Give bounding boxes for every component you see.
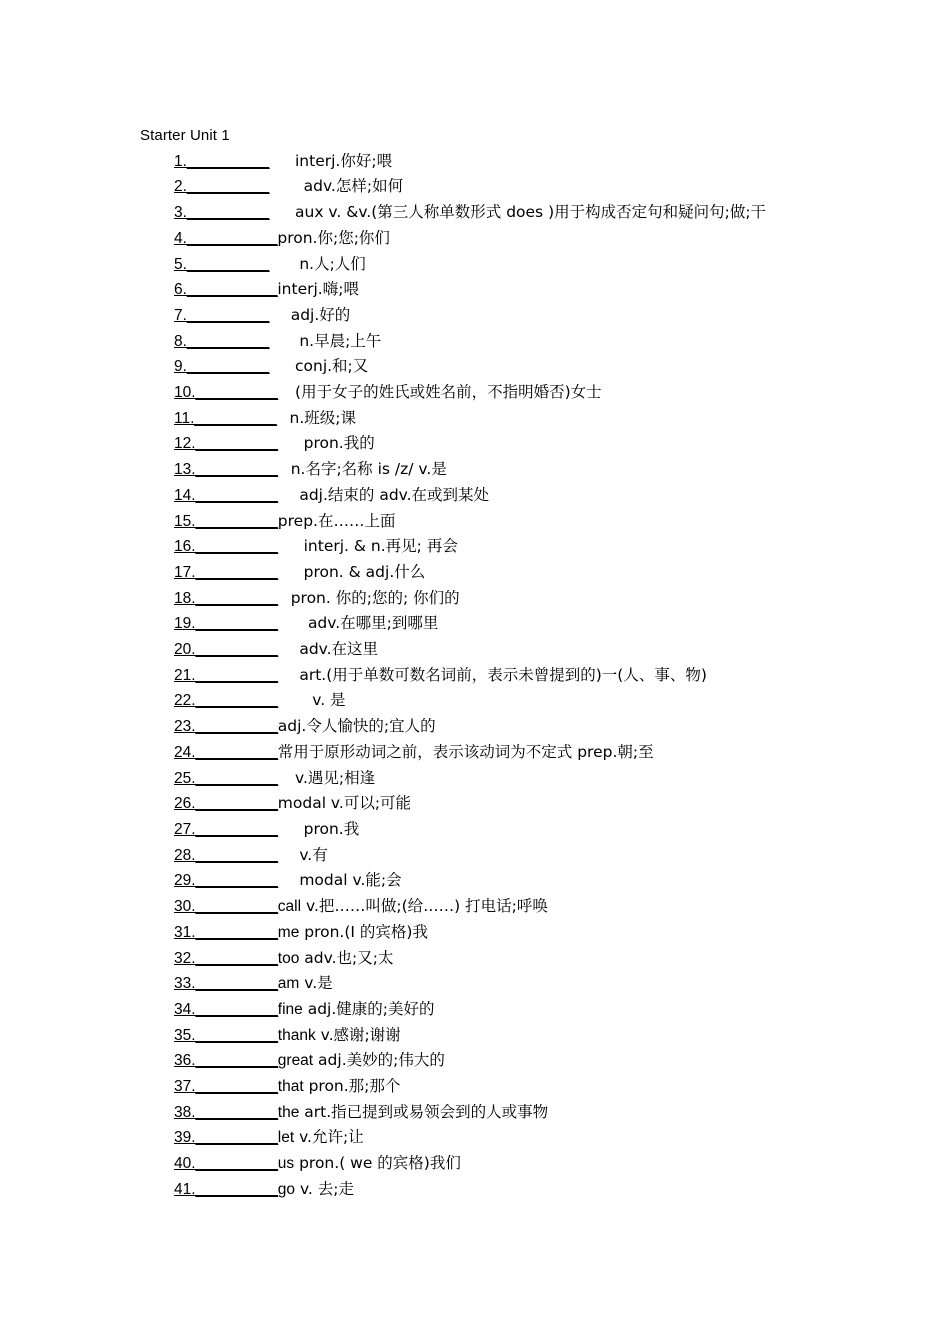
vocabulary-entry xyxy=(140,483,812,509)
entry-number: 1. xyxy=(174,152,187,170)
entry-spacer xyxy=(269,358,295,375)
entry-word: am xyxy=(277,975,300,993)
vocabulary-entry xyxy=(140,817,812,843)
entry-number: 29. xyxy=(174,872,196,890)
answer-blank[interactable] xyxy=(174,975,278,992)
entry-word: great xyxy=(277,1052,314,1070)
vocabulary-entry xyxy=(140,714,812,740)
blank-rule: __________ xyxy=(186,178,270,196)
entry-definition: v.遇见;相逢 xyxy=(295,768,376,787)
entry-spacer xyxy=(278,461,291,478)
entry-spacer xyxy=(269,333,299,350)
answer-blank[interactable] xyxy=(174,333,269,350)
entry-spacer xyxy=(278,641,300,658)
entry-number: 26. xyxy=(174,795,196,813)
vocabulary-entry xyxy=(140,431,812,457)
blank-rule: __________ xyxy=(195,1129,278,1147)
entry-definition: adj.好的 xyxy=(290,305,351,324)
blank-rule: __________ xyxy=(186,204,270,222)
vocabulary-entry xyxy=(140,277,812,303)
answer-blank[interactable] xyxy=(174,847,278,864)
vocabulary-entry xyxy=(140,252,812,278)
vocabulary-entry xyxy=(140,354,812,380)
answer-blank[interactable] xyxy=(174,256,269,273)
entry-number: 17. xyxy=(174,563,196,581)
blank-rule: __________ xyxy=(195,872,278,890)
entry-number: 5. xyxy=(174,255,187,273)
entry-definition: n.班级;课 xyxy=(289,408,357,427)
blank-rule: __________ xyxy=(195,795,278,813)
answer-blank[interactable] xyxy=(174,821,278,838)
entry-definition: pron.我的 xyxy=(303,434,375,453)
entry-number: 2. xyxy=(174,178,187,196)
entry-word: too xyxy=(277,949,300,967)
vocabulary-entry xyxy=(140,406,812,432)
blank-rule: __________ xyxy=(195,846,278,864)
answer-blank[interactable] xyxy=(174,1052,278,1069)
answer-blank[interactable] xyxy=(174,615,278,632)
blank-rule: __________ xyxy=(195,820,278,838)
entry-spacer xyxy=(269,178,303,195)
answer-blank[interactable] xyxy=(174,153,269,170)
vocabulary-entry xyxy=(140,1151,812,1177)
vocabulary-entry xyxy=(140,1177,812,1203)
vocabulary-entry xyxy=(140,688,812,714)
answer-blank[interactable] xyxy=(174,358,269,375)
blank-rule: __________ xyxy=(186,332,270,350)
vocabulary-entry xyxy=(140,766,812,792)
answer-blank[interactable] xyxy=(174,795,278,812)
entry-spacer xyxy=(278,435,304,452)
answer-blank[interactable] xyxy=(174,1129,278,1146)
vocabulary-entry xyxy=(140,1048,812,1074)
entry-number: 40. xyxy=(174,1155,196,1173)
entry-definition: v.允许;让 xyxy=(294,1128,364,1147)
blank-rule: __________ xyxy=(195,1052,278,1070)
entry-definition: conj.和;又 xyxy=(295,357,369,376)
answer-blank[interactable] xyxy=(174,1078,278,1095)
vocabulary-entry xyxy=(140,534,812,560)
blank-rule: __________ xyxy=(195,538,278,556)
entry-definition: pron. & adj.什么 xyxy=(303,562,426,581)
entry-definition: interj.嗨;喂 xyxy=(277,280,359,299)
blank-rule: __________ xyxy=(195,1180,278,1198)
blank-rule: __________ xyxy=(195,692,278,710)
entry-word: thank xyxy=(277,1026,316,1044)
blank-rule: __________ xyxy=(195,563,278,581)
entry-number: 41. xyxy=(174,1180,196,1198)
vocabulary-entry xyxy=(140,174,812,200)
entry-definition: prep.在……上面 xyxy=(277,511,396,530)
answer-blank[interactable] xyxy=(174,1155,278,1172)
entry-definition: pron.那;那个 xyxy=(303,1077,401,1096)
vocabulary-entry xyxy=(140,997,812,1023)
entry-number: 9. xyxy=(174,358,187,376)
entry-number: 18. xyxy=(174,589,196,607)
answer-blank[interactable] xyxy=(174,950,278,967)
entry-number: 30. xyxy=(174,898,196,916)
entry-number: 12. xyxy=(174,435,196,453)
entry-spacer xyxy=(269,153,295,170)
entry-number: 19. xyxy=(174,615,196,633)
entry-spacer xyxy=(278,615,308,632)
entry-number: 36. xyxy=(174,1052,196,1070)
entry-definition: v.感谢;谢谢 xyxy=(315,1025,401,1044)
entry-definition: interj. & n.再见; 再会 xyxy=(303,537,458,556)
entry-spacer xyxy=(269,256,299,273)
vocabulary-entry xyxy=(140,868,812,894)
entry-definition: art.指已提到或易领会到的人或事物 xyxy=(299,1102,549,1121)
vocabulary-entry xyxy=(140,149,812,175)
entry-number: 4. xyxy=(174,229,187,247)
entry-spacer xyxy=(269,204,295,221)
page-title: Starter Unit 1 xyxy=(140,127,230,144)
entry-definition: pron.我 xyxy=(303,819,360,838)
entry-word: go xyxy=(277,1180,296,1198)
answer-blank[interactable] xyxy=(174,590,278,607)
entry-number: 8. xyxy=(174,332,187,350)
entry-number: 7. xyxy=(174,306,187,324)
entry-definition: adj.美妙的;伟大的 xyxy=(313,1051,445,1070)
entry-number: 21. xyxy=(174,666,196,684)
entry-definition: v.是 xyxy=(299,974,333,993)
answer-blank[interactable] xyxy=(174,1027,278,1044)
entry-definition: adv.怎样;如何 xyxy=(303,177,404,196)
entry-spacer xyxy=(278,770,295,787)
entry-spacer xyxy=(278,538,304,555)
answer-blank[interactable] xyxy=(174,307,269,324)
vocabulary-entry xyxy=(140,946,812,972)
entry-definition: pron.(I 的宾格)我 xyxy=(299,922,428,941)
blank-rule: __________ xyxy=(195,1155,278,1173)
answer-blank[interactable] xyxy=(174,1104,278,1121)
answer-blank[interactable] xyxy=(174,564,278,581)
entry-spacer xyxy=(277,410,290,427)
answer-blank[interactable] xyxy=(174,770,278,787)
blank-rule: __________ xyxy=(195,949,278,967)
entry-spacer xyxy=(278,667,300,684)
entry-definition: adv.在哪里;到哪里 xyxy=(307,614,439,633)
answer-blank[interactable] xyxy=(174,924,278,941)
entry-number: 31. xyxy=(174,923,196,941)
answer-blank[interactable] xyxy=(174,1181,278,1198)
answer-blank[interactable] xyxy=(174,744,278,761)
blank-rule: __________ xyxy=(195,589,278,607)
blank-rule: __________ xyxy=(195,461,278,479)
vocabulary-entry xyxy=(140,740,812,766)
vocabulary-entry xyxy=(140,637,812,663)
vocabulary-entry xyxy=(140,457,812,483)
blank-rule: __________ xyxy=(195,718,278,736)
entry-number: 25. xyxy=(174,769,196,787)
blank-rule: __________ xyxy=(195,486,278,504)
answer-blank[interactable] xyxy=(174,667,278,684)
entry-definition: interj.你好;喂 xyxy=(295,151,393,170)
vocabulary-entry xyxy=(140,791,812,817)
document-body xyxy=(140,124,812,1203)
entry-definition: pron. 你的;您的; 你们的 xyxy=(290,588,460,607)
entry-spacer xyxy=(278,692,312,709)
entry-spacer xyxy=(278,564,304,581)
blank-rule: __________ xyxy=(195,1103,278,1121)
blank-rule: ___________ xyxy=(186,281,278,299)
entry-definition: adv.也;又;太 xyxy=(299,948,394,967)
entry-word: let xyxy=(277,1129,295,1147)
entry-number: 13. xyxy=(174,461,196,479)
entry-definition: adj.结束的 adv.在或到某处 xyxy=(299,485,490,504)
answer-blank[interactable] xyxy=(174,461,278,478)
blank-rule: __________ xyxy=(195,666,278,684)
entry-definition: art.(用于单数可数名词前，表示未曾提到的)一(人、事、物) xyxy=(299,665,707,684)
blank-rule: __________ xyxy=(195,975,278,993)
blank-rule: __________ xyxy=(195,641,278,659)
entry-definition: n.名字;名称 is /z/ v.是 xyxy=(290,460,447,479)
entry-spacer xyxy=(278,847,300,864)
vocabulary-entry xyxy=(140,611,812,637)
entry-number: 23. xyxy=(174,718,196,736)
answer-blank[interactable] xyxy=(174,1001,278,1018)
entry-definition: v.有 xyxy=(299,845,328,864)
entry-number: 39. xyxy=(174,1129,196,1147)
entry-definition: 常用于原形动词之前，表示该动词为不定式 prep.朝;至 xyxy=(277,742,654,761)
entry-definition: modal v.可以;可能 xyxy=(277,794,412,813)
entry-definition: pron.你;您;你们 xyxy=(277,228,390,247)
vocabulary-entry-list xyxy=(140,149,812,1203)
blank-rule: __________ xyxy=(195,1026,278,1044)
vocabulary-entry xyxy=(140,663,812,689)
vocabulary-entry xyxy=(140,1125,812,1151)
entry-spacer xyxy=(269,307,291,324)
entry-number: 33. xyxy=(174,975,196,993)
vocabulary-entry xyxy=(140,1023,812,1049)
entry-definition: (用于女子的姓氏或姓名前，不指明婚否)女士 xyxy=(295,383,602,402)
entry-number: 10. xyxy=(174,384,196,402)
vocabulary-entry xyxy=(140,1100,812,1126)
answer-blank[interactable] xyxy=(174,898,278,915)
blank-rule: __________ xyxy=(186,152,270,170)
vocabulary-entry xyxy=(140,560,812,586)
entry-number: 27. xyxy=(174,820,196,838)
answer-blank[interactable] xyxy=(174,384,278,401)
blank-rule: __________ xyxy=(186,255,270,273)
entry-definition: n.早晨;上午 xyxy=(299,331,382,350)
entry-spacer xyxy=(278,821,304,838)
entry-number: 37. xyxy=(174,1078,196,1096)
blank-rule: __________ xyxy=(195,923,278,941)
vocabulary-entry xyxy=(140,380,812,406)
vocabulary-entry xyxy=(140,586,812,612)
answer-blank[interactable] xyxy=(174,178,269,195)
entry-definition: v. 去;走 xyxy=(295,1179,355,1198)
entry-word: that xyxy=(277,1078,304,1096)
blank-rule: __________ xyxy=(195,512,278,530)
blank-rule: __________ xyxy=(186,306,270,324)
entry-word: us xyxy=(277,1155,295,1173)
entry-number: 20. xyxy=(174,641,196,659)
answer-blank[interactable] xyxy=(174,641,278,658)
blank-rule: __________ xyxy=(195,1078,278,1096)
entry-number: 34. xyxy=(174,1000,196,1018)
entry-word: call xyxy=(277,898,302,916)
answer-blank[interactable] xyxy=(174,410,277,427)
entry-definition: n.人;人们 xyxy=(299,254,366,273)
entry-number: 35. xyxy=(174,1026,196,1044)
entry-number: 16. xyxy=(174,538,196,556)
vocabulary-entry xyxy=(140,920,812,946)
blank-rule: __________ xyxy=(195,435,278,453)
entry-number: 11. xyxy=(174,409,195,427)
vocabulary-entry xyxy=(140,894,812,920)
entry-number: 15. xyxy=(174,512,196,530)
entry-word: me xyxy=(277,923,300,941)
vocabulary-entry xyxy=(140,200,812,226)
blank-rule: __________ xyxy=(195,384,278,402)
blank-rule: __________ xyxy=(195,615,278,633)
entry-number: 38. xyxy=(174,1103,196,1121)
answer-blank[interactable] xyxy=(174,204,269,221)
entry-word: the xyxy=(277,1103,300,1121)
vocabulary-entry xyxy=(140,1074,812,1100)
entry-definition: aux v. &v.(第三人称单数形式 does )用于构成否定句和疑问句;做;干 xyxy=(295,203,767,222)
vocabulary-entry xyxy=(140,226,812,252)
entry-spacer xyxy=(278,590,291,607)
blank-rule: __________ xyxy=(195,1000,278,1018)
entry-definition: adj.健康的;美好的 xyxy=(302,999,435,1018)
entry-spacer xyxy=(278,487,300,504)
entry-number: 6. xyxy=(174,281,187,299)
answer-blank[interactable] xyxy=(174,281,277,298)
entry-number: 22. xyxy=(174,692,196,710)
vocabulary-entry xyxy=(140,329,812,355)
answer-blank[interactable] xyxy=(174,487,278,504)
answer-blank[interactable] xyxy=(174,435,278,452)
entry-number: 32. xyxy=(174,949,196,967)
blank-rule: __________ xyxy=(195,898,278,916)
blank-rule: __________ xyxy=(195,769,278,787)
entry-number: 3. xyxy=(174,204,187,222)
blank-rule: __________ xyxy=(194,409,277,427)
entry-spacer xyxy=(278,384,295,401)
blank-rule: __________ xyxy=(186,358,270,376)
entry-spacer xyxy=(278,872,300,889)
entry-definition: v. 是 xyxy=(312,691,346,710)
blank-rule: __________ xyxy=(195,743,278,761)
entry-definition: pron.( we 的宾格)我们 xyxy=(294,1154,461,1173)
vocabulary-entry xyxy=(140,971,812,997)
entry-definition: adv.在这里 xyxy=(299,640,379,659)
answer-blank[interactable] xyxy=(174,513,278,530)
answer-blank[interactable] xyxy=(174,692,278,709)
entry-definition: modal v.能;会 xyxy=(299,871,402,890)
answer-blank[interactable] xyxy=(174,538,278,555)
entry-number: 14. xyxy=(174,486,196,504)
vocabulary-entry xyxy=(140,303,812,329)
blank-rule: ___________ xyxy=(186,229,278,247)
answer-blank[interactable] xyxy=(174,718,278,735)
vocabulary-entry xyxy=(140,509,812,535)
entry-word: fine xyxy=(277,1000,303,1018)
vocabulary-entry xyxy=(140,843,812,869)
answer-blank[interactable] xyxy=(174,872,278,889)
entry-definition: v.把……叫做;(给……) 打电话;呼唤 xyxy=(301,897,548,916)
entry-number: 28. xyxy=(174,846,196,864)
entry-number: 24. xyxy=(174,743,196,761)
answer-blank[interactable] xyxy=(174,230,277,247)
entry-definition: adj.令人愉快的;宜人的 xyxy=(277,717,436,736)
